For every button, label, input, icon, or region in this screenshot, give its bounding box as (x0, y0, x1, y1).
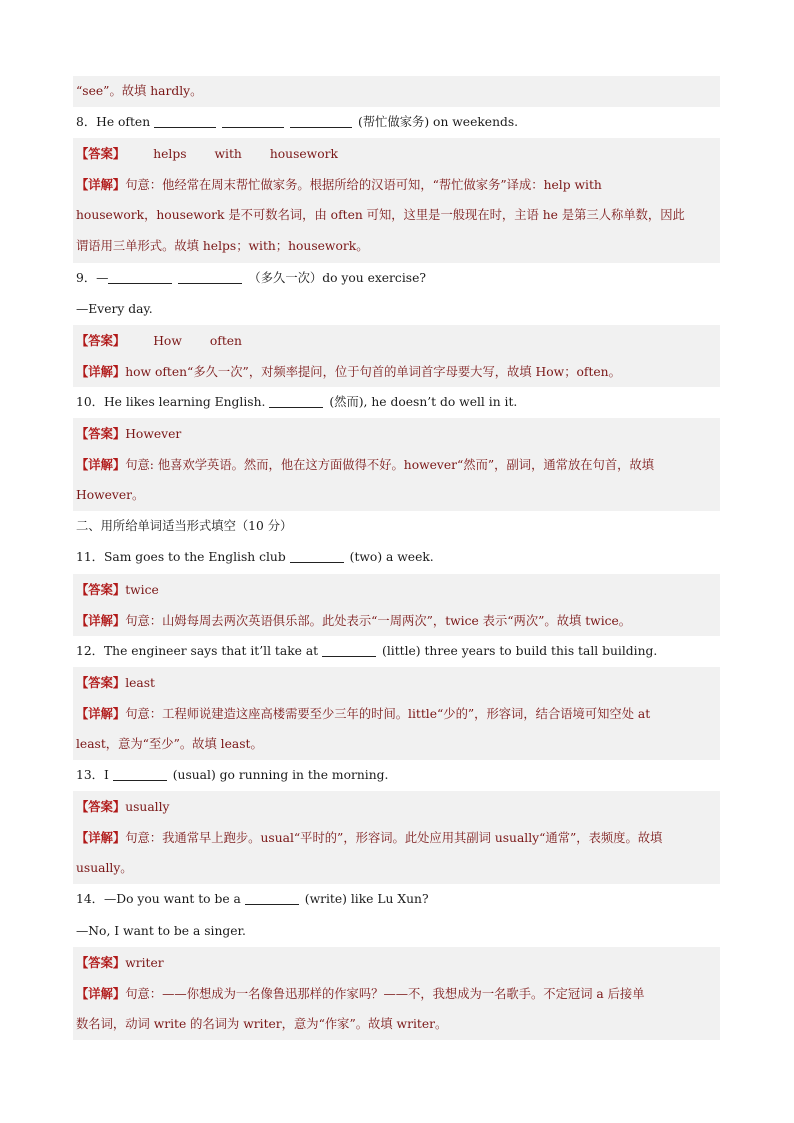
blank[interactable] (269, 393, 323, 408)
blank[interactable] (154, 113, 216, 128)
answer-12: 【答案】least (73, 667, 720, 698)
document-page (73, 76, 720, 1040)
explanation-8-line2: housework，housework 是不可数名词，由 often 可知，这里是一般现在时，主语 he 是第三人称单数，因此 (73, 200, 720, 231)
blank[interactable] (108, 269, 172, 284)
explanation-11: 【详解】句意：山姆每周去两次英语俱乐部。此处表示“一周两次”，twice 表示“两次”。故填 twice。 (73, 605, 720, 636)
explanation-8: 【详解】句意：他经常在周末帮忙做家务。根据所给的汉语可知，“帮忙做家务”译成：help with (73, 169, 720, 200)
question-8: 8．He often (帮忙做家务) on weekends. (76, 115, 519, 130)
explanation-13: 【详解】句意：我通常早上跑步。usual“平时的”，形容词。此处应用其副词 usually“通常”，表频度。故填 (73, 822, 720, 853)
question-9-reply: —Every day. (76, 301, 153, 316)
blank[interactable] (245, 890, 299, 905)
question-14: 14．—Do you want to be a (write) like Lu Xun? (76, 892, 429, 907)
explanation-14: 【详解】句意：——你想成为一名像鲁迅那样的作家吗？——不，我想成为一名歌手。不定冠词 a 后接单 (73, 978, 720, 1009)
answer-10: 【答案】However (73, 418, 720, 449)
blank[interactable] (290, 548, 344, 563)
section-heading: 二、用所给单词适当形式填空（10 分） (76, 519, 293, 534)
answer-8: 【答案】 helps with housework (73, 138, 720, 169)
explanation-8-line3: 谓语用三单形式。故填 helps；with；housework。 (73, 231, 720, 262)
explanation-9: 【详解】how often“多久一次”，对频率提问，位于句首的单词首字母要大写，故填 How；often。 (73, 356, 720, 387)
blank[interactable] (113, 766, 167, 781)
explanation-10-line2: However。 (73, 480, 720, 511)
question-13: 13．I (usual) go running in the morning. (76, 768, 389, 783)
question-12: 12．The engineer says that it’ll take at (little) three years to build this tall building. (76, 643, 658, 658)
question-14-reply: —No, I want to be a singer. (76, 923, 246, 938)
explanation-12-line2: least，意为“至少”。故填 least。 (73, 729, 720, 760)
blank[interactable] (290, 113, 352, 128)
answer-14: 【答案】writer (73, 947, 720, 978)
answer-9: 【答案】 How often (73, 325, 720, 356)
question-10: 10．He likes learning English. (然而), he doesn’t do well in it. (76, 394, 518, 409)
explanation-10: 【详解】句意: 他喜欢学英语。然而，他在这方面做得不好。however“然而”，副词，通常放在句首，故填 (73, 449, 720, 480)
blank[interactable] (222, 113, 284, 128)
explanation-14-line2: 数名词，动词 write 的名词为 writer，意为“作家”。故填 writer。 (73, 1009, 720, 1040)
blank[interactable] (178, 269, 242, 284)
question-11: 11．Sam goes to the English club (two) a week. (76, 550, 434, 565)
blank[interactable] (322, 642, 376, 657)
answer-11: 【答案】twice (73, 574, 720, 605)
explanation-continuation: “see”。故填 hardly。 (73, 76, 720, 107)
answer-13: 【答案】usually (73, 791, 720, 822)
explanation-13-line2: usually。 (73, 853, 720, 884)
explanation-12: 【详解】句意：工程师说建造这座高楼需要至少三年的时间。little“少的”，形容词，结合语境可知空处 at (73, 698, 720, 729)
question-9: 9．— （多久一次）do you exercise? (76, 270, 426, 285)
